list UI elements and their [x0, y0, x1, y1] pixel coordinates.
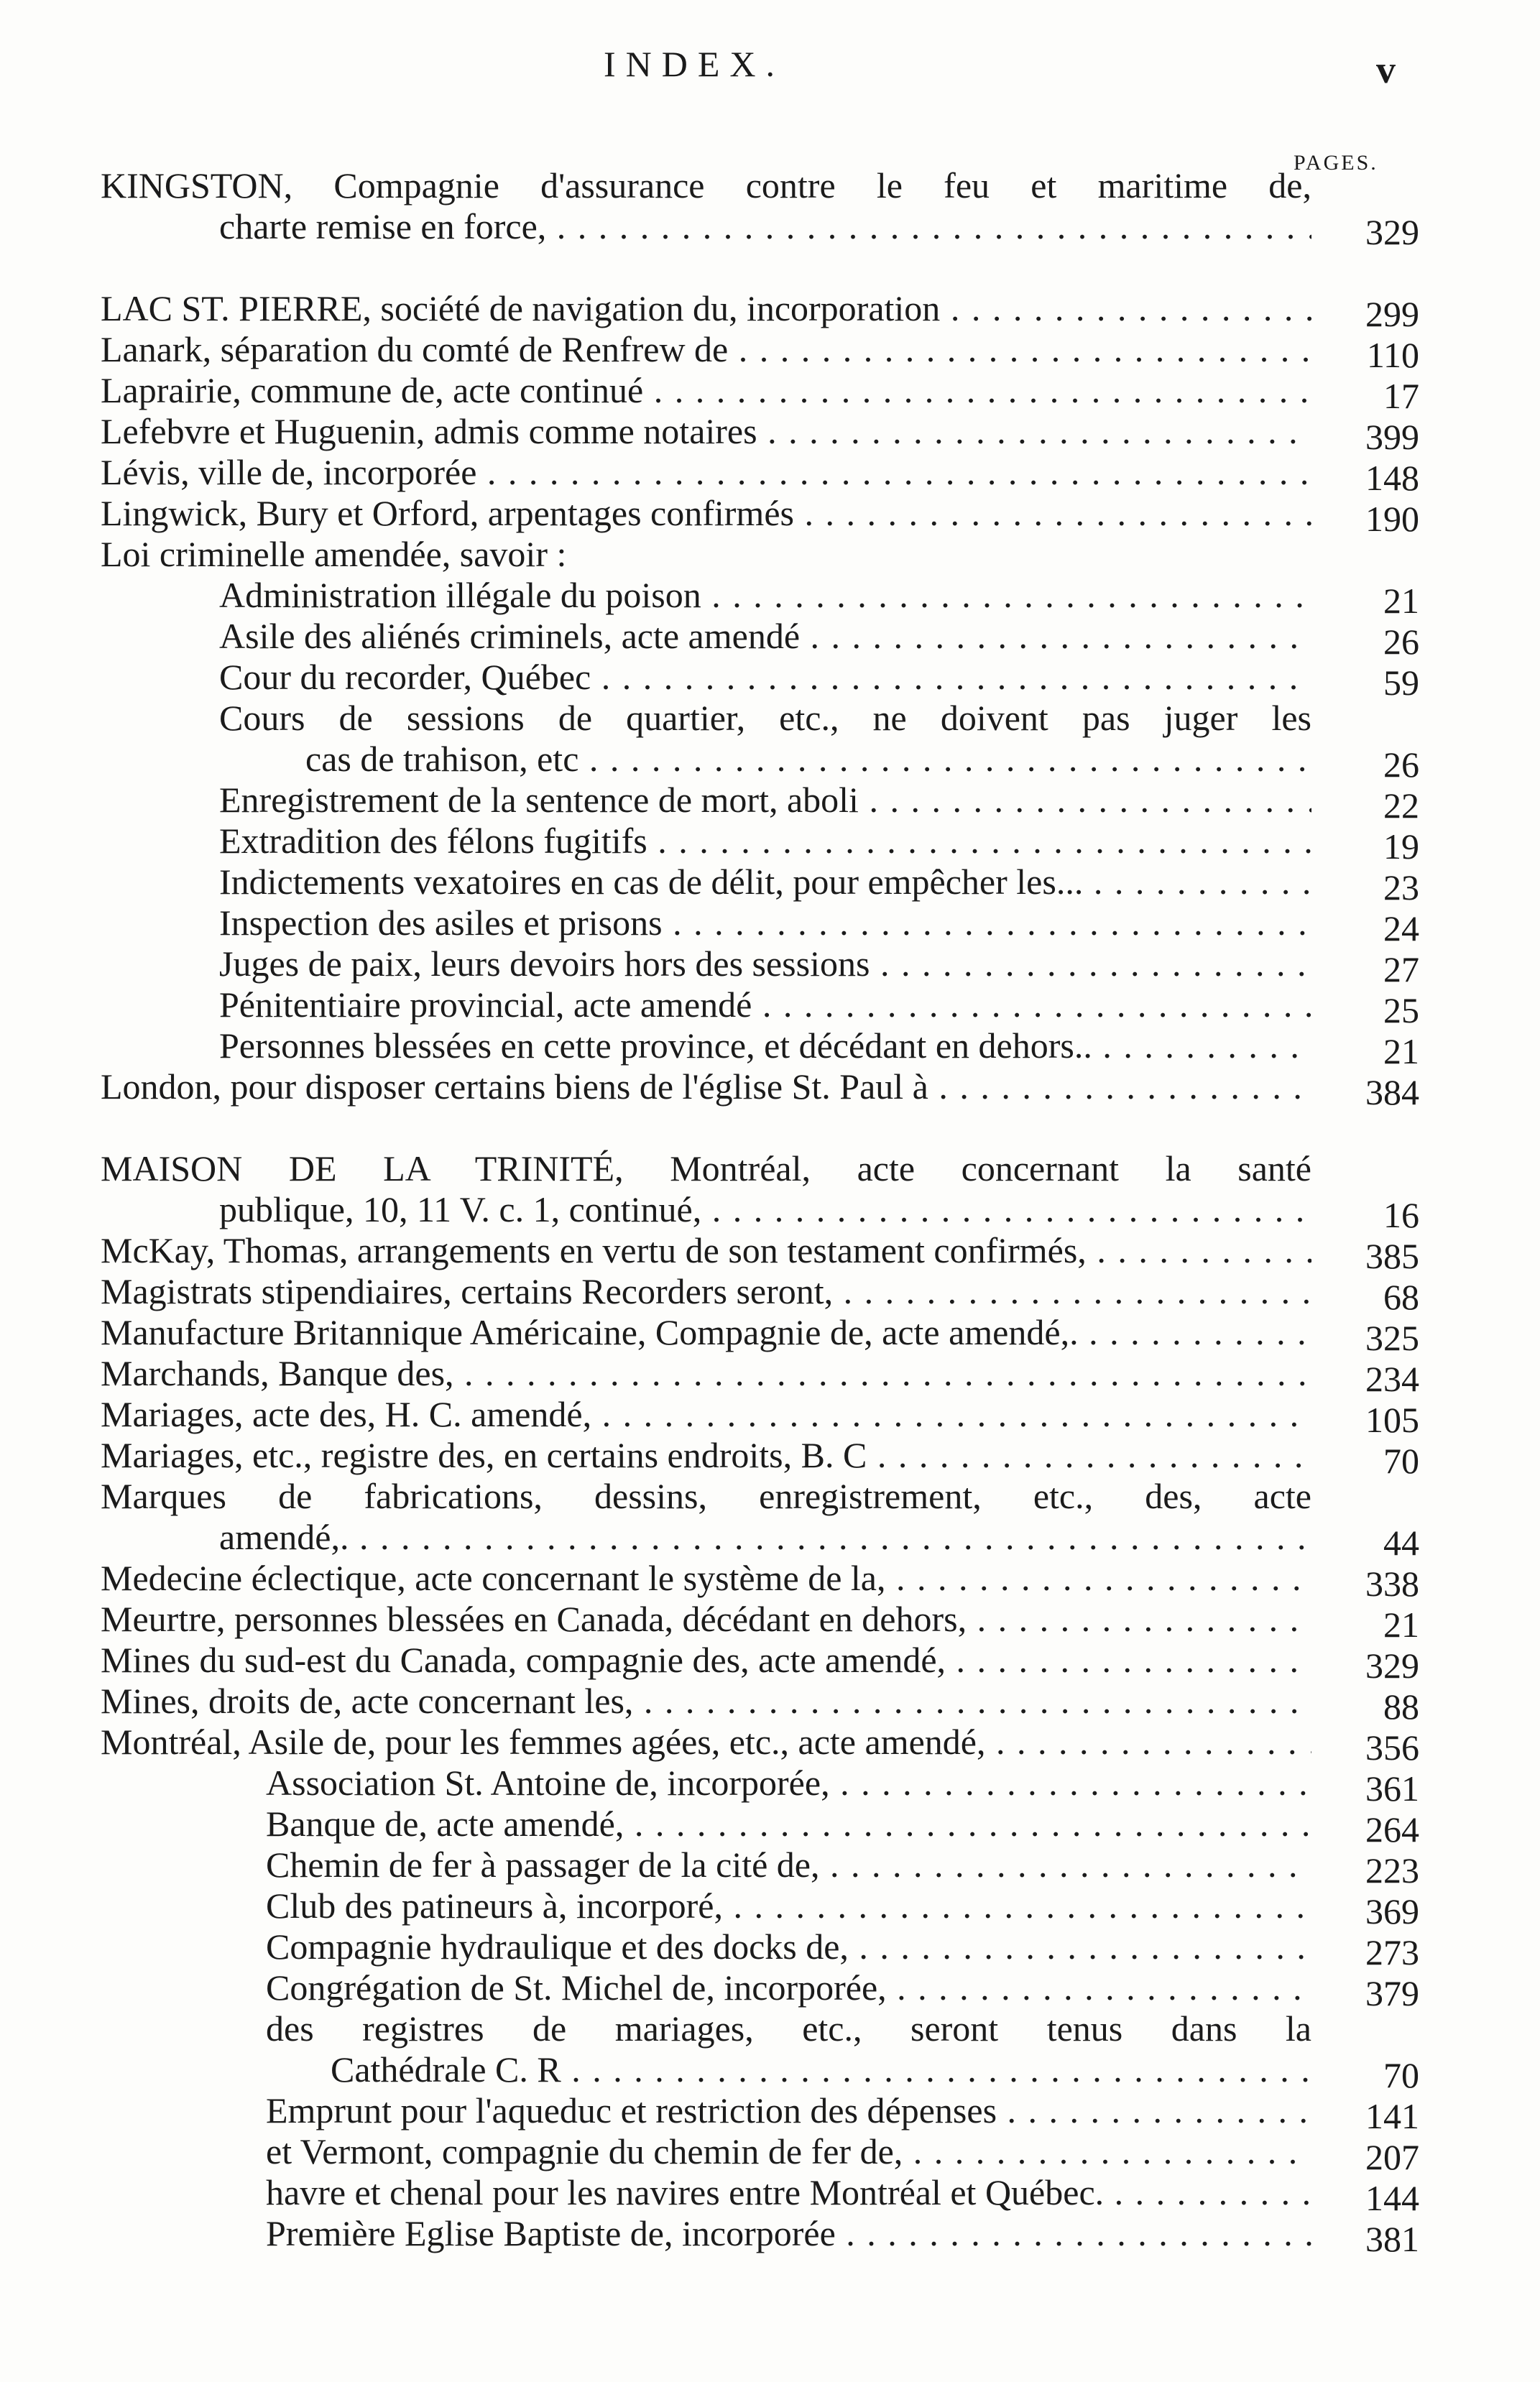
index-entry — [86, 780, 1419, 826]
entry-text: Mariages, acte des, H. C. amendé, . . . — [101, 1394, 1311, 1435]
index-entry — [86, 903, 1419, 948]
index-entry — [86, 493, 1419, 539]
dot-leader — [946, 1640, 1311, 1680]
entry-text: Asile des aliénés criminels, acte amendé . . . — [219, 616, 1311, 657]
dot-leader — [967, 1599, 1311, 1639]
page-reference: 399 — [1365, 417, 1419, 457]
dot-leader — [887, 1967, 1311, 2008]
index-entry — [86, 1148, 1419, 1235]
page-reference: 273 — [1365, 1932, 1419, 1972]
dot-leader — [819, 1845, 1311, 1885]
dot-leader — [561, 2049, 1311, 2090]
index-entry — [86, 2008, 1419, 2095]
dot-leader — [701, 1189, 1311, 1229]
index-entry — [86, 2131, 1419, 2177]
index-entry — [86, 370, 1419, 416]
dot-leader — [833, 1271, 1311, 1311]
dot-leader — [903, 2131, 1311, 2171]
page-reference: 105 — [1365, 1400, 1419, 1440]
index-entry — [86, 1066, 1419, 1112]
dot-leader — [794, 493, 1311, 533]
index-entry — [86, 943, 1419, 989]
index-entry — [86, 657, 1419, 703]
dot-leader — [728, 329, 1311, 369]
dot-leader — [867, 1435, 1311, 1475]
entry-text: Lefebvre et Huguenin, admis comme notaires . . . — [101, 411, 1311, 452]
page-reference: 384 — [1365, 1072, 1419, 1112]
entry-text: Cour du recorder, Québec . . . — [219, 657, 1311, 698]
entry-text: Indictements vexatoires en cas de délit, pour empêcher les... . . . — [219, 862, 1311, 903]
page-reference: 44 — [1383, 1523, 1419, 1563]
index-entry — [86, 165, 1419, 252]
index-entry — [86, 1435, 1419, 1481]
dot-leader — [663, 903, 1311, 943]
entry-continuation: Cathédrale C. R . . . — [266, 2049, 1311, 2090]
dot-leader — [757, 411, 1311, 451]
entry-text: Cours de sessions de quartier, etc., ne doivent pas juger les — [219, 698, 1311, 738]
dot-leader — [1087, 1230, 1311, 1270]
dot-leader — [928, 1066, 1311, 1107]
page-reference: 141 — [1365, 2096, 1419, 2136]
index-entry — [86, 411, 1419, 457]
entry-text: Magistrats stipendiaires, certains Recorders seront, . . . — [101, 1271, 1311, 1312]
entry-text: Club des patineurs à, incorporé, . . . — [266, 1885, 1311, 1926]
page-number: v — [1376, 48, 1396, 91]
dot-leader — [723, 1885, 1311, 1926]
entry-text: Lanark, séparation du comté de Renfrew de . . . — [101, 329, 1311, 370]
entry-text: Congrégation de St. Michel de, incorporée, . . . — [266, 1967, 1311, 2008]
page-reference: 148 — [1365, 458, 1419, 498]
page-reference: 22 — [1383, 785, 1419, 826]
page-reference: 144 — [1365, 2178, 1419, 2218]
index-entry — [86, 862, 1419, 908]
entry-text: des registres de mariages, etc., seront tenus dans la — [266, 2008, 1311, 2049]
dot-leader — [1104, 2172, 1311, 2212]
entry-text: Montréal, Asile de, pour les femmes agées, etc., acte amendé, . . . — [101, 1722, 1311, 1763]
dot-leader — [836, 2213, 1311, 2253]
page-reference: 223 — [1365, 1850, 1419, 1891]
index-entry — [86, 1025, 1419, 1071]
entry-text: Mariages, etc., registre des, en certains endroits, B. C . . . — [101, 1435, 1311, 1476]
dot-leader — [870, 943, 1311, 984]
entry-text: Extradition des félons fugitifs . . . — [219, 821, 1311, 862]
page-reference: 68 — [1383, 1277, 1419, 1317]
page-reference: 299 — [1365, 294, 1419, 334]
dot-leader — [940, 288, 1311, 328]
page-reference: 19 — [1383, 826, 1419, 867]
index-entry — [86, 1312, 1419, 1358]
page-reference: 325 — [1365, 1318, 1419, 1358]
dot-leader — [701, 575, 1311, 615]
index-entry — [86, 1763, 1419, 1809]
entry-text: Emprunt pour l'aqueduc et restriction des dépenses . . . — [266, 2090, 1311, 2131]
page-title: INDEX. — [604, 44, 785, 84]
dot-leader — [1083, 862, 1311, 902]
entry-text: Inspection des asiles et prisons . . . — [219, 903, 1311, 943]
entry-text: Pénitentiaire provincial, acte amendé . . . — [219, 984, 1311, 1025]
page-reference: 26 — [1383, 622, 1419, 662]
page-reference: 17 — [1383, 376, 1419, 416]
running-head — [0, 43, 1540, 101]
index-entry — [86, 534, 1419, 575]
entry-text: Marques de fabrications, dessins, enregistrement, etc., des, acte — [101, 1476, 1311, 1516]
index-entry — [86, 1558, 1419, 1604]
index-entry — [86, 1926, 1419, 1972]
entry-continuation: cas de trahison, etc . . . — [219, 739, 1311, 780]
dot-leader — [859, 780, 1311, 820]
index-entry — [86, 1722, 1419, 1768]
dot-leader — [476, 452, 1311, 492]
entry-text: Association St. Antoine de, incorporée, . . . — [266, 1763, 1311, 1804]
index-entries — [86, 165, 1419, 2259]
page-reference: 207 — [1365, 2137, 1419, 2177]
entry-text: Marchands, Banque des, . . . — [101, 1353, 1311, 1394]
index-entry — [86, 1230, 1419, 1276]
entry-continuation: charte remise en force, . . . — [101, 206, 1311, 247]
index-entry — [86, 1845, 1419, 1891]
dot-leader — [591, 1394, 1311, 1434]
page-reference: 88 — [1383, 1686, 1419, 1727]
page-reference: 110 — [1366, 335, 1419, 375]
dot-leader — [885, 1558, 1311, 1598]
entry-text: Loi criminelle amendée, savoir : — [101, 534, 567, 574]
index-entry — [86, 2090, 1419, 2136]
entry-text: LAC ST. PIERRE, société de navigation du, incorporation . . . — [101, 288, 1311, 329]
index-entry — [86, 2172, 1419, 2218]
dot-leader — [997, 2090, 1311, 2131]
index-entry — [86, 1967, 1419, 2013]
page-reference: 361 — [1365, 1768, 1419, 1809]
entry-text: Meurtre, personnes blessées en Canada, décédant en dehors, . . . — [101, 1599, 1311, 1640]
dot-leader — [830, 1763, 1311, 1803]
entry-text: Personnes blessées en cette province, et décédant en dehors.. . . . — [219, 1025, 1311, 1066]
entry-text: Première Eglise Baptiste de, incorporée . . . — [266, 2213, 1311, 2254]
entry-continuation: publique, 10, 11 V. c. 1, continué, . . . — [101, 1189, 1311, 1230]
page-reference: 385 — [1365, 1236, 1419, 1276]
entry-text: Compagnie hydraulique et des docks de, . . . — [266, 1926, 1311, 1967]
page-reference: 16 — [1383, 1195, 1419, 1235]
entry-text: Manufacture Britannique Américaine, Compagnie de, acte amendé,. . . . — [101, 1312, 1311, 1353]
entry-text: Mines du sud-est du Canada, compagnie des, acte amendé, . . . — [101, 1640, 1311, 1681]
entry-text: Medecine éclectique, acte concernant le système de la, . . . — [101, 1558, 1311, 1599]
page-reference: 379 — [1365, 1973, 1419, 2013]
index-entry — [86, 821, 1419, 867]
dot-leader — [349, 1517, 1311, 1557]
page-reference: 24 — [1383, 908, 1419, 948]
page-reference: 25 — [1383, 990, 1419, 1030]
index-entry — [86, 616, 1419, 662]
entry-text: Banque de, acte amendé, . . . — [266, 1804, 1311, 1845]
index-entry — [86, 1640, 1419, 1686]
page-reference: 381 — [1365, 2219, 1419, 2259]
dot-leader — [454, 1353, 1311, 1393]
page-reference: 26 — [1383, 744, 1419, 785]
entry-continuation: amendé,. . . . — [101, 1517, 1311, 1558]
index-entry — [86, 1681, 1419, 1727]
index-entry — [86, 1804, 1419, 1850]
page-reference: 356 — [1365, 1727, 1419, 1768]
dot-leader — [800, 616, 1311, 656]
entry-text: havre et chenal pour les navires entre Montréal et Québec. . . . — [266, 2172, 1311, 2213]
entry-text: et Vermont, compagnie du chemin de fer de, . . . — [266, 2131, 1311, 2172]
dot-leader — [647, 821, 1311, 861]
page-reference: 338 — [1365, 1564, 1419, 1604]
index-entry — [86, 698, 1419, 785]
index-entry — [86, 1476, 1419, 1563]
dot-leader — [624, 1804, 1311, 1844]
page-reference: 70 — [1383, 2055, 1419, 2095]
dot-leader — [591, 657, 1311, 697]
dot-leader — [633, 1681, 1311, 1721]
page-reference: 23 — [1383, 867, 1419, 908]
index-entry — [86, 2213, 1419, 2259]
index-entry — [86, 288, 1419, 334]
index-entry — [86, 1599, 1419, 1645]
page-reference: 329 — [1365, 1645, 1419, 1686]
entry-text: Administration illégale du poison . . . — [219, 575, 1311, 616]
page-reference: 234 — [1365, 1359, 1419, 1399]
entry-text: Juges de paix, leurs devoirs hors des sessions . . . — [219, 943, 1311, 984]
page-reference: 59 — [1383, 663, 1419, 703]
entry-text: Laprairie, commune de, acte continué . . . — [101, 370, 1311, 411]
page-reference: 21 — [1383, 581, 1419, 621]
page-reference: 264 — [1365, 1809, 1419, 1850]
entry-text: Chemin de fer à passager de la cité de, . . . — [266, 1845, 1311, 1885]
dot-leader — [578, 739, 1311, 779]
entry-text: London, pour disposer certains biens de l'église St. Paul à . . . — [101, 1066, 1311, 1107]
index-entry — [86, 984, 1419, 1030]
index-entry — [86, 1885, 1419, 1931]
entry-text: KINGSTON, Compagnie d'assurance contre le feu et maritime de, — [101, 165, 1311, 206]
entry-text: MAISON DE LA TRINITÉ, Montréal, acte concernant la santé — [101, 1148, 1311, 1188]
dot-leader — [985, 1722, 1311, 1762]
entry-text: Enregistrement de la sentence de mort, aboli . . . — [219, 780, 1311, 821]
index-entry — [86, 1271, 1419, 1317]
dot-leader — [1092, 1025, 1311, 1066]
page-reference: 21 — [1383, 1605, 1419, 1645]
page-reference: 70 — [1383, 1441, 1419, 1481]
page-reference: 27 — [1383, 949, 1419, 989]
index-entry — [86, 1394, 1419, 1440]
index-entry — [86, 575, 1419, 621]
pages-column-label: PAGES. — [1294, 151, 1378, 175]
dot-leader — [546, 206, 1311, 246]
index-entry — [86, 329, 1419, 375]
entry-text: Mines, droits de, acte concernant les, . . . — [101, 1681, 1311, 1722]
entry-text: Lingwick, Bury et Orford, arpentages confirmés . . . — [101, 493, 1311, 534]
entry-text: Lévis, ville de, incorporée . . . — [101, 452, 1311, 493]
index-entry — [86, 1353, 1419, 1399]
page-reference: 21 — [1383, 1031, 1419, 1071]
index-entry — [86, 452, 1419, 498]
dot-leader — [643, 370, 1311, 410]
page-reference: 369 — [1365, 1891, 1419, 1931]
page-reference: 329 — [1365, 212, 1419, 252]
page-reference: 190 — [1365, 499, 1419, 539]
entry-text: McKay, Thomas, arrangements en vertu de son testament confirmés, . . . — [101, 1230, 1311, 1271]
dot-leader — [752, 984, 1311, 1025]
dot-leader — [1079, 1312, 1311, 1352]
dot-leader — [849, 1926, 1311, 1967]
